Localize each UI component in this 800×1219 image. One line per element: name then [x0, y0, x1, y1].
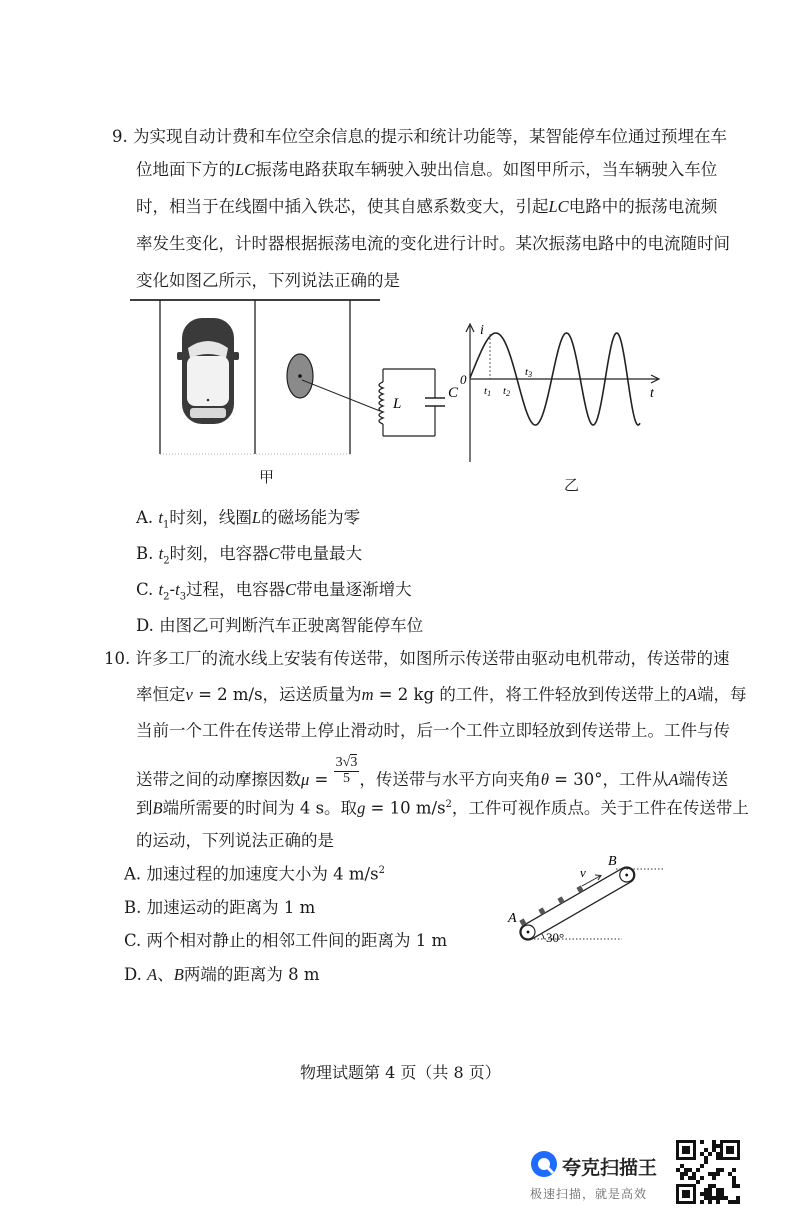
- q10-line-4: 送带之间的动摩擦因数μ = $\frac{3√3}{5}$ ，传送带与水平方向夹角θ = 30°，工件从A端传送: [136, 755, 729, 789]
- t2-label: t2: [503, 385, 511, 398]
- car-icon: [177, 318, 239, 424]
- figure-yi: [460, 322, 670, 467]
- q10-line-6: 的运动，下列说法正确的是: [136, 831, 334, 850]
- q10-option-d: D. A、B两端的距离为 8 m: [124, 965, 320, 984]
- q10-line-1: 10. 许多工厂的流水线上安装有传送带，如图所示传送带由驱动电机带动，传送带的速: [104, 649, 730, 668]
- t1-label: t1: [484, 385, 492, 398]
- figure-yi-caption: 乙: [564, 476, 580, 494]
- q10-line-2: 率恒定v = 2 m/s，运送质量为m = 2 kg 的工件，将工件轻放到传送带上的A端，每: [136, 685, 747, 704]
- q9-text-3c: 电路中的振荡电流频: [568, 197, 718, 216]
- origin-label: 0: [460, 372, 467, 387]
- q9-line-1: [112, 129, 727, 146]
- q10-line-5: 到B端所需要的时间为 4 s。取g = 10 $m/s^2$，工件可视作质点。关于工件在传送带上: [136, 798, 749, 818]
- mu-fraction: $\frac{3√3}{5}$: [335, 755, 358, 786]
- q10-option-a: A. 加速过程的加速度大小为 4 $m/s^2$: [124, 864, 385, 884]
- conveyor-angle: 30°: [546, 930, 565, 945]
- conveyor-figure: [500, 850, 680, 950]
- q9-lc-1: LC: [235, 160, 256, 179]
- q9-option-a: A. $t_1$时刻，线圈L的磁场能为零: [136, 508, 361, 531]
- label-C: C: [448, 385, 459, 401]
- axis-i: i: [480, 323, 484, 338]
- q9-option-c: C. $t_2-t_3$过程，电容器C带电量逐渐增大: [136, 580, 412, 603]
- q9-text-2c: 振荡电路获取车辆驶入驶出信息。如图甲所示，当车辆驶入车位: [255, 160, 718, 179]
- q9-lc-2: LC: [548, 197, 569, 216]
- q9-line-4: [136, 236, 730, 253]
- q9-text-2a: 位地面下方的: [136, 160, 235, 179]
- q10-line-3: 当前一个工件在传送带上停止滑动时，后一个工件立即轻放到传送带上。工件与传: [136, 721, 730, 740]
- conveyor-label-A: A: [508, 911, 517, 926]
- q10-number: 10.: [104, 649, 131, 668]
- q10-option-b: B. 加速运动的距离为 1 m: [124, 898, 316, 917]
- label-L: L: [393, 396, 402, 412]
- figure-jia-caption: 甲: [259, 468, 275, 486]
- figure-jia: [130, 296, 460, 466]
- q9-line-5: [136, 273, 400, 290]
- conveyor-label-v: v: [580, 865, 586, 880]
- scanner-slogan: 极速扫描，就是高效: [530, 1187, 648, 1201]
- q9-text-4: 率发生变化，计时器根据振荡电流的变化进行计时。某次振荡电路中的电流随时间: [136, 234, 730, 253]
- q9-number: 9.: [112, 127, 128, 146]
- q9-text-1: 为实现自动计费和车位空余信息的提示和统计功能等，某智能停车位通过预埋在车: [133, 127, 727, 146]
- axis-t: t: [650, 386, 654, 401]
- q9-line-3: [136, 199, 717, 216]
- q9-text-5: 变化如图乙所示，下列说法正确的是: [136, 271, 400, 290]
- q9-text-3a: 时，相当于在线圈中插入铁芯，使其自感系数变大，引起: [136, 197, 549, 216]
- q9-option-d: D. 由图乙可判断汽车正驶离智能停车位: [136, 616, 424, 635]
- q9-line-2: [136, 162, 717, 179]
- q9-option-b: B. $t_2$时刻，电容器C带电量最大: [136, 544, 363, 567]
- scanner-logo-icon: [530, 1150, 558, 1178]
- page-footer: 物理试题第 4 页（共 8 页）: [300, 1063, 501, 1082]
- qr-code-icon: [676, 1140, 740, 1204]
- q10-option-c: C. 两个相对静止的相邻工件间的距离为 1 m: [124, 931, 448, 950]
- lc-circuit: [379, 369, 445, 436]
- scanner-brand-name: 夸克扫描王: [562, 1157, 658, 1179]
- conveyor-label-B: B: [608, 854, 617, 869]
- t3-label: t3: [525, 366, 533, 379]
